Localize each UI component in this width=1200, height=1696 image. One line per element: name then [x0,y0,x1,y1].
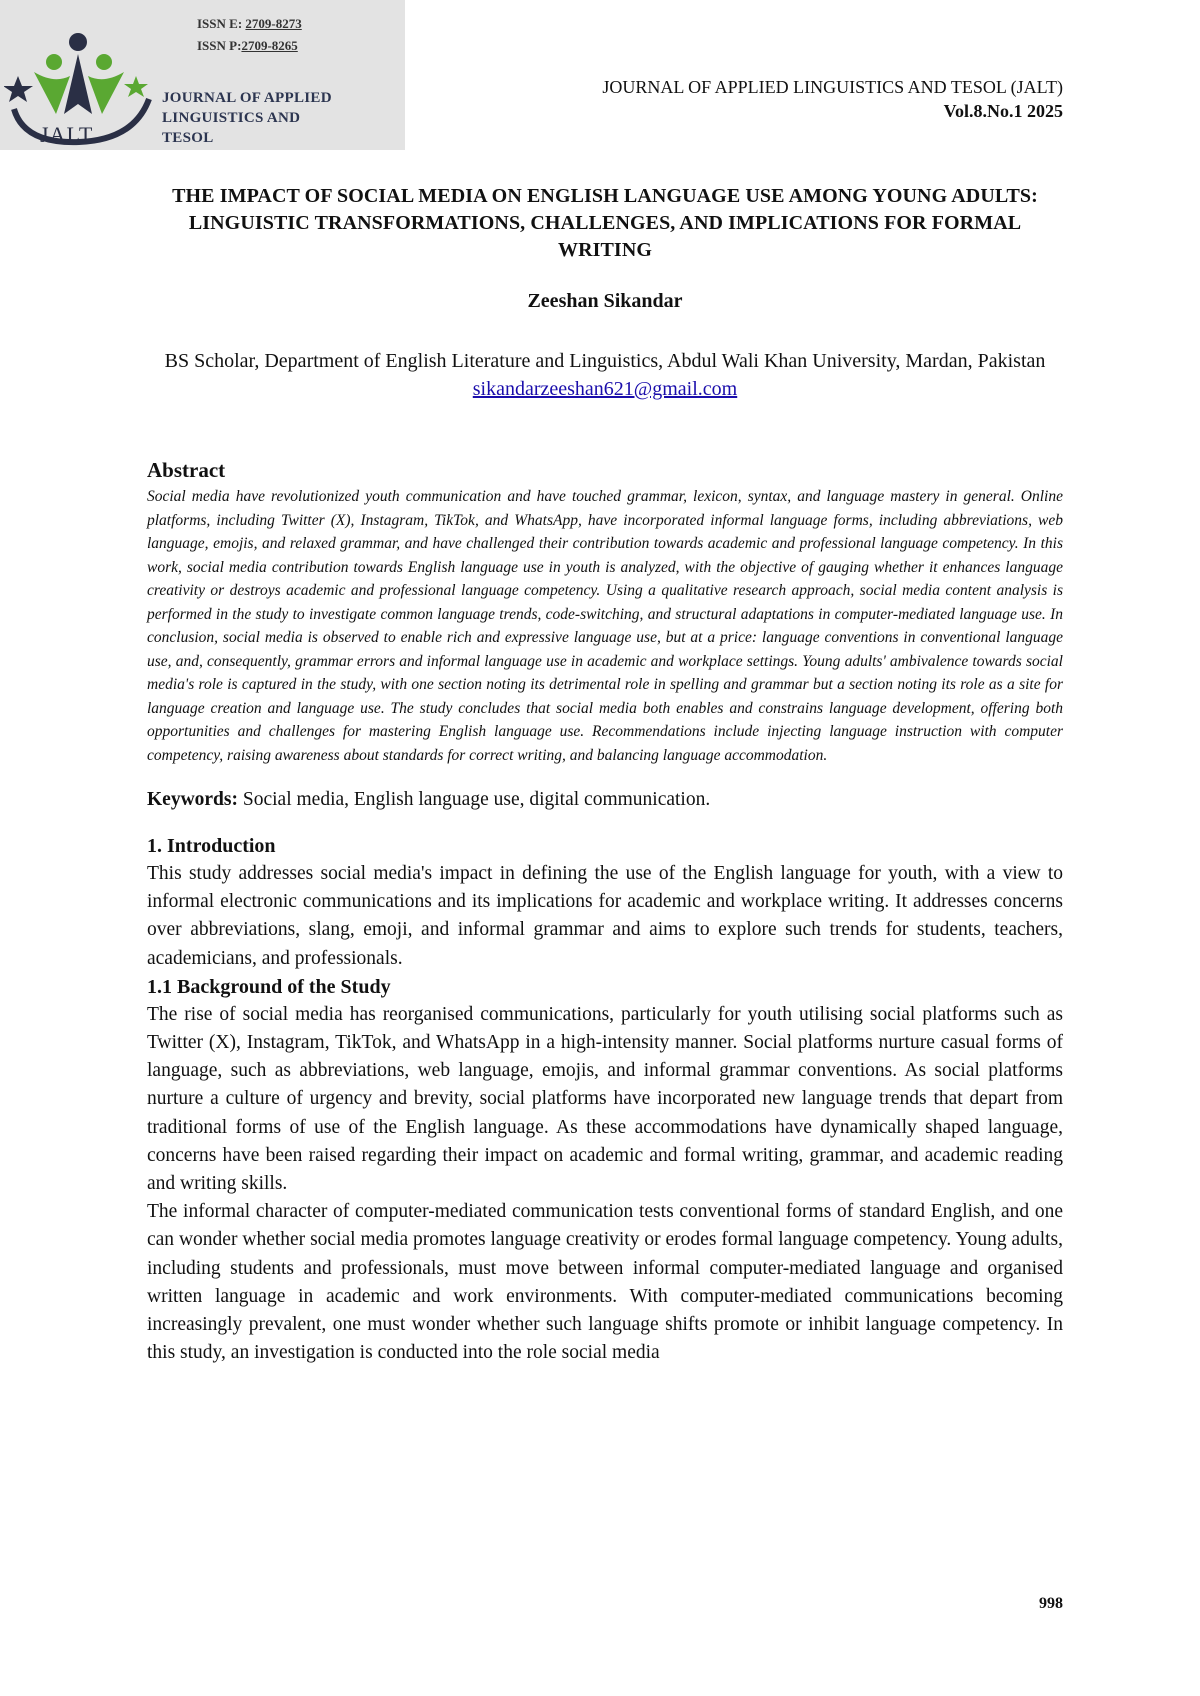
logo-journal-name [162,88,332,148]
issn-p-number[interactable]: 2709-8265 [241,38,298,53]
author-email-link[interactable]: sikandarzeeshan621@gmail.com [472,378,738,400]
logo-acronym: JALT [40,122,94,147]
issn-p [197,38,298,54]
keywords [147,789,1063,811]
paper-title: THE IMPACT OF SOCIAL MEDIA ON ENGLISH LANGUAGE USE AMONG YOUNG ADULTS: LINGUISTIC TRANSFORMATIONS, CHALLENGES, AND IMPLICATIONS FOR FORMAL WRITING [172,185,1038,261]
logo-name-line1: JOURNAL OF APPLIED [162,90,332,106]
paper-body [147,458,1063,1367]
section-heading-background: 1.1 Background of the Study [147,975,391,998]
author-name: Zeeshan Sikandar [527,290,683,312]
logo-name-line2: LINGUISTICS AND [162,110,301,126]
abstract-text: Social media have revolutionized youth communication and have touched grammar, lexicon, syntax, and language mastery in general. Online platforms, including Twitter (X), Instagram, TikTok, and WhatsApp, have incorporated informal language forms, including abbreviations, web language, emojis, and relaxed grammar, and have challenged their contribution towards academic and professional language competency. In this work, social media contribution towards English language use in youth is analyzed, with the objective of gauging whether it enhances language creativity or destroys academic and professional language competency. Using a qualitative research approach, social media content analysis is performed in the study to investigate common language trends, code-switching, and structural adaptations in computer-mediated language use. In conclusion, social media is observed to enable rich and expressive language use, but at a price: language conventions in conventional language use, and, consequently, grammar errors and informal language use in academic and workplace settings. Young adults' ambivalence towards social media's role is captured in the study, with one section noting its detrimental role in spelling and grammar but a section noting its role as a site for language creation and language use. The study concludes that social media both enables and constrains language development, offering both opportunities and challenges for mastering English language use. Recommendations include injecting language instruction with computer competency, raising awareness about standards for correct writing, and balancing language accommodation. [147,488,1063,764]
author-affiliation [147,347,1063,403]
keywords-label: Keywords: [147,789,238,810]
journal-logo [0,0,405,150]
volume-info: Vol.8.No.1 2025 [943,101,1063,121]
background-paragraph-2: The informal character of computer-mediated communication tests conventional forms of standard English, and one can wonder whether social media promotes language creativity or erodes formal language competency. Young adults, including students and professionals, must move between informal computer-mediated language and organised written language in academic and work environments. With computer-mediated communications becoming increasingly prevalent, one must wonder whether such language shifts promote or inhibit language competency. In this study, an investigation is conducted into the role social media [147,1201,1063,1364]
background-paragraph-1: The rise of social media has reorganised communications, particularly for youth utilising social platforms such as Twitter (X), Instagram, TikTok, and WhatsApp in a high-intensity manner. Social platforms nurture casual forms of language, such as abbreviations, web language, emojis, and informal grammar conventions. As social platforms nurture a culture of urgency and brevity, social platforms have incorporated new language trends that depart from traditional forms of use of the English language. As these accommodations have dynamically shaped language, concerns have been raised regarding their impact on academic and formal writing, grammar, and academic reading and writing skills. [147,1003,1063,1195]
section-heading-introduction: 1. Introduction [147,835,276,857]
abstract-heading: Abstract [147,458,226,482]
issn-e [197,16,302,32]
issn-e-label: ISSN E: [197,16,246,31]
keywords-text: Social media, English language use, digital communication. [238,789,711,810]
running-header [602,75,1063,123]
journal-name: JOURNAL OF APPLIED LINGUISTICS AND TESOL (JALT) [602,77,1063,97]
introduction-paragraph: This study addresses social media's impact in defining the use of the English language for youth, with a view to informal electronic communications and its implications for academic and workplace writing. It addresses concerns over abbreviations, slang, emoji, and informal grammar and aims to explore such trends for students, teachers, academicians, and professionals. [147,863,1063,969]
page-number: 998 [1039,1595,1063,1612]
logo-name-line3: TESOL [162,130,214,146]
issn-p-label: ISSN P: [197,38,242,53]
issn-e-number[interactable]: 2709-8273 [245,16,302,31]
affiliation-text: BS Scholar, Department of English Literature and Linguistics, Abdul Wali Khan University, Mardan, Pakistan [164,350,1046,372]
